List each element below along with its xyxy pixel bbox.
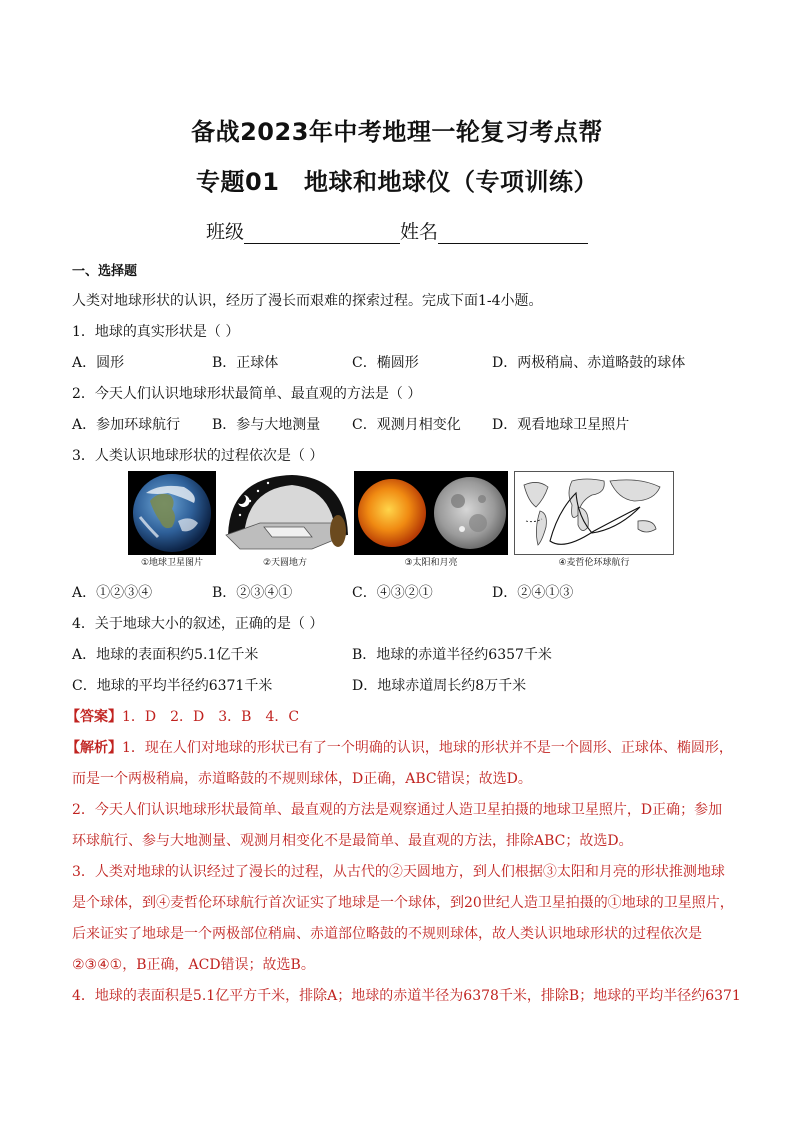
question-3-figures: [128, 471, 676, 571]
q2-option-c[interactable]: C．观测月相变化: [352, 417, 461, 433]
analysis-label: 【解析】: [66, 740, 122, 756]
figure-caption-3: ③太阳和月亮: [404, 558, 458, 568]
question-3-stem: 3．人类认识地球形状的过程依次是（ ）: [72, 448, 324, 464]
heaven-round-earth-square-image: [220, 471, 350, 555]
q2-option-b[interactable]: B．参与大地测量: [212, 417, 321, 433]
question-4-stem: 4．关于地球大小的叙述，正确的是（ ）: [72, 616, 324, 632]
q3-option-b[interactable]: B．②③④①: [212, 585, 293, 601]
analysis-line-5: 3．人类对地球的认识经过了漫长的过程，从古代的②天圆地方，到人们根据③太阳和月亮的形状推测地球: [72, 864, 725, 880]
q4-option-a[interactable]: A．地球的表面积约5.1亿千米: [72, 647, 259, 663]
earth-satellite-image: [128, 471, 216, 555]
figure-caption-4: ④麦哲伦环球航行: [558, 558, 630, 568]
q4-option-b[interactable]: B．地球的赤道半径约6357千米: [352, 647, 552, 663]
class-name-line: [0, 217, 794, 244]
class-blank[interactable]: [244, 221, 400, 244]
analysis-text-1: 1．现在人们对地球的形状已有了一个明确的认识，地球的形状并不是一个圆形、正球体、椭圆形，: [122, 740, 733, 756]
magellan-voyage-map: [514, 471, 674, 555]
question-1-stem: 1．地球的真实形状是（ ）: [72, 324, 240, 340]
q2-option-d[interactable]: D．观看地球卫星照片: [492, 417, 630, 433]
analysis-line-2: 而是一个两极稍扁，赤道略鼓的不规则球体，D正确，ABC错误；故选D。: [72, 771, 532, 787]
analysis-line-4: 环球航行、参与大地测量、观测月相变化不是最简单、最直观的方法，排除ABC；故选D。: [72, 833, 633, 849]
analysis-line-8: ②③④①，B正确，ACD错误；故选B。: [72, 957, 315, 973]
analysis-line-1: [66, 737, 733, 757]
analysis-line-6: 是个球体，到④麦哲伦环球航行首次证实了地球是一个球体，到20世纪人造卫星拍摄的①地球的卫星照片，: [72, 895, 734, 911]
page-title: 备战2023年中考地理一轮复习考点帮: [191, 118, 603, 146]
q1-option-c[interactable]: C．椭圆形: [352, 355, 419, 371]
analysis-line-9: 4．地球的表面积是5.1亿平方千米，排除A；地球的赤道半径为6378千米，排除B；地球的平均半径约6371: [72, 988, 741, 1004]
analysis-line-7: 后来证实了地球是一个两极部位稍扁、赤道部位略鼓的不规则球体，故人类认识地球形状的过程依次是: [72, 926, 702, 942]
section-heading: 一、选择题: [72, 264, 138, 279]
question-2-stem: 2．今天人们认识地球形状最简单、最直观的方法是（ ）: [72, 386, 422, 402]
q1-option-d[interactable]: D．两极稍扁、赤道略鼓的球体: [492, 355, 686, 371]
q4-option-c[interactable]: C．地球的平均半径约6371千米: [72, 678, 273, 694]
class-label: 班级: [205, 221, 244, 243]
analysis-line-3: 2．今天人们认识地球形状最简单、最直观的方法是观察通过人造卫星拍摄的地球卫星照片，D正确；参加: [72, 802, 723, 818]
sun-and-moon-image: [354, 471, 508, 555]
answer-line: [66, 706, 299, 726]
q3-option-a[interactable]: A．①②③④: [72, 585, 153, 601]
name-label: 姓名: [400, 221, 439, 243]
q3-option-c[interactable]: C．④③②①: [352, 585, 433, 601]
figure-caption-2: ②天圆地方: [262, 558, 308, 568]
answer-label: 【答案】: [66, 709, 122, 725]
question-intro: 人类对地球形状的认识，经历了漫长而艰难的探索过程。完成下面1-4小题。: [72, 293, 543, 309]
q1-option-a[interactable]: A．圆形: [72, 355, 125, 371]
page-subtitle: 专题01 地球和地球仪（专项训练）: [196, 168, 598, 196]
q2-option-a[interactable]: A．参加环球航行: [72, 417, 181, 433]
q3-option-d[interactable]: D．②④①③: [492, 585, 574, 601]
answer-text: 1．D 2．D 3．B 4．C: [122, 709, 300, 725]
q1-option-b[interactable]: B．正球体: [212, 355, 279, 371]
figure-caption-1: ①地球卫星图片: [140, 558, 204, 568]
name-blank[interactable]: [438, 221, 588, 244]
q4-option-d[interactable]: D．地球赤道周长约8万千米: [352, 678, 527, 694]
